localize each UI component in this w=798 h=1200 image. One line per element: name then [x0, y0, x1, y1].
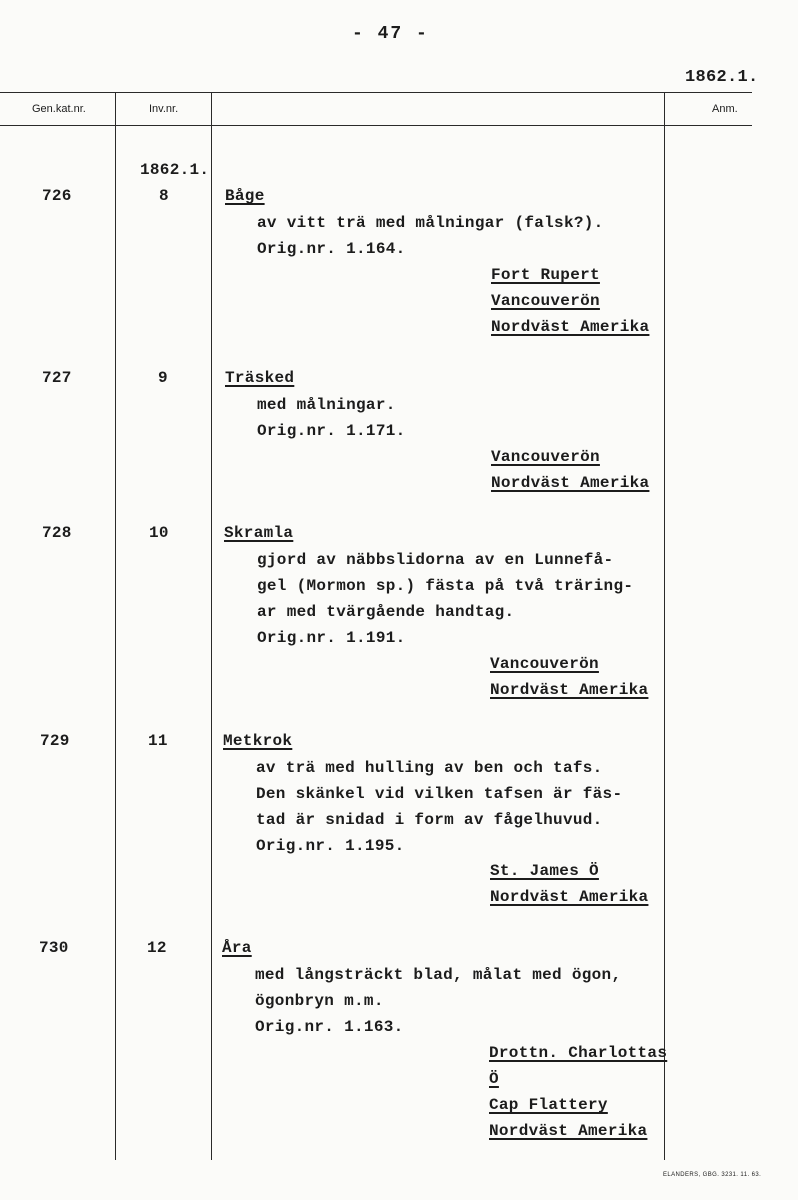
inv-prefix: 1862.1.: [140, 161, 210, 179]
item-title: Metkrok: [223, 732, 293, 750]
item-title: Träsked: [225, 369, 295, 387]
printer-imprint: ELANDERS, GBG. 3231. 11. 63.: [663, 1172, 762, 1178]
inv-nr: 12: [147, 939, 167, 957]
description-line: Orig.nr. 1.163.: [255, 1018, 404, 1036]
description-line: med långsträckt blad, målat med ögon,: [255, 966, 622, 984]
item-title: Båge: [225, 187, 265, 205]
gen-kat-nr: 729: [40, 732, 70, 750]
description-line: av trä med hulling av ben och tafs.: [256, 759, 603, 777]
location-line: Drottn. Charlottas: [489, 1044, 668, 1062]
inv-nr: 11: [148, 732, 168, 750]
description-line: gjord av näbbslidorna av en Lunnefå-: [257, 551, 614, 569]
column-divider-gen-inv: [115, 92, 116, 1160]
inv-nr: 8: [159, 187, 169, 205]
description-line: Orig.nr. 1.164.: [257, 240, 406, 258]
header-top-rule: [0, 92, 752, 93]
column-divider-inv-desc: [211, 92, 212, 1160]
inv-nr: 10: [149, 524, 169, 542]
location-line: St. James Ö: [490, 862, 599, 880]
location-line: Ö: [489, 1070, 499, 1088]
description-line: Den skänkel vid vilken tafsen är fäs-: [256, 785, 623, 803]
description-line: ögonbryn m.m.: [255, 992, 384, 1010]
header-anm: Anm.: [712, 103, 738, 115]
description-line: gel (Mormon sp.) fästa på två träring-: [257, 577, 634, 595]
location-line: Vancouverön: [490, 655, 599, 673]
header-bottom-rule: [0, 125, 752, 126]
description-line: av vitt trä med målningar (falsk?).: [257, 214, 604, 232]
header-gen-kat-nr: Gen.kat.nr.: [32, 103, 86, 115]
gen-kat-nr: 727: [42, 369, 72, 387]
location-line: Vancouverön: [491, 448, 600, 466]
description-line: med målningar.: [257, 396, 396, 414]
description-line: Orig.nr. 1.171.: [257, 422, 406, 440]
location-line: Cap Flattery: [489, 1096, 608, 1114]
location-line: Nordväst Amerika: [491, 474, 650, 492]
page-number: - 47 -: [352, 24, 429, 44]
location-line: Nordväst Amerika: [490, 681, 649, 699]
inv-nr: 9: [158, 369, 168, 387]
location-line: Nordväst Amerika: [490, 888, 649, 906]
location-line: Nordväst Amerika: [489, 1122, 648, 1140]
description-line: Orig.nr. 1.191.: [257, 629, 406, 647]
location-line: Fort Rupert: [491, 266, 600, 284]
description-line: tad är snidad i form av fågelhuvud.: [256, 811, 603, 829]
item-title: Skramla: [224, 524, 294, 542]
header-inv-nr: Inv.nr.: [149, 103, 179, 115]
location-line: Vancouverön: [491, 292, 600, 310]
location-line: Nordväst Amerika: [491, 318, 650, 336]
gen-kat-nr: 726: [42, 187, 72, 205]
gen-kat-nr: 730: [39, 939, 69, 957]
gen-kat-nr: 728: [42, 524, 72, 542]
column-divider-desc-anm: [664, 92, 665, 1160]
item-title: Åra: [222, 939, 252, 957]
description-line: ar med tvärgående handtag.: [257, 603, 515, 621]
series-id: 1862.1.: [685, 68, 759, 87]
description-line: Orig.nr. 1.195.: [256, 837, 405, 855]
